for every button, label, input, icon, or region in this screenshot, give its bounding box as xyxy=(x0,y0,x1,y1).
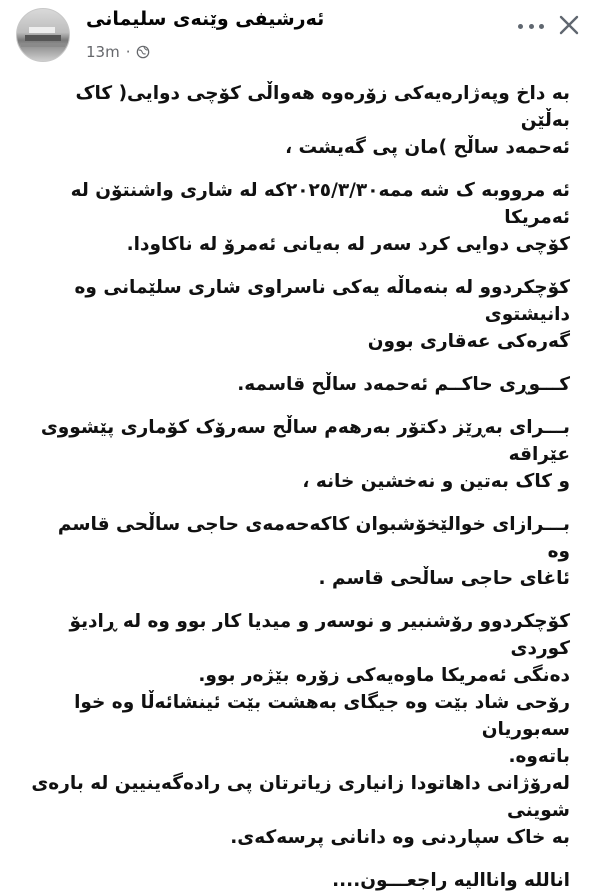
text-line: و کاک بەتین و نەخشین خانە ، xyxy=(302,471,570,492)
text-line: ئە مرووبە ک شە ممە٢٠٢٥/٣/٣٠کە لە شاری واشنتۆن لە ئەمریکا xyxy=(70,180,570,228)
text-line: دەنگی ئەمریکا ماوەیەکی زۆرە بێژەر بوو. xyxy=(198,665,570,686)
paragraph-1 xyxy=(30,80,570,161)
post-header xyxy=(0,0,590,70)
post-time[interactable]: 13m xyxy=(86,43,120,61)
text-line: بـــرای بەڕێز دکتۆر بەرهەم ساڵح سەرۆک کۆماری پێشووی عێراقە xyxy=(40,417,570,465)
globe-icon xyxy=(136,45,150,59)
post-body xyxy=(30,80,570,894)
paragraph-closing xyxy=(30,608,570,851)
text-line: کـــوڕی حاکــم ئەحمەد ساڵح قاسمە. xyxy=(237,374,570,395)
paragraph-final xyxy=(30,867,570,894)
text-line: بە داخ وپەژارەیەکی زۆرەوە هەواڵی کۆچی دوایی( کاک بەڵێن xyxy=(75,83,570,131)
text-line: کۆچی دوایی کرد سەر لە بەیانی ئەمرۆ لە ناکاودا. xyxy=(126,234,570,255)
close-icon[interactable] xyxy=(556,12,582,38)
text-line: گەرەکی عەقاری بوون xyxy=(367,331,570,352)
text-line: انالله واناالیه راجعـــون.... xyxy=(332,870,570,891)
text-line: کۆچکردوو لە بنەماڵە یەکی ناسراوی شاری سلێمانی وە دانیشتوی xyxy=(74,277,570,325)
text-line: بـــرازای خوالێخۆشبوان کاکەحەمەی حاجی ساڵحی قاسم وە xyxy=(57,514,570,562)
text-line: بە خاک سپاردنی وە دانانی پرسەکەی. xyxy=(230,827,570,848)
paragraph-5 xyxy=(30,414,570,495)
author-name[interactable]: ئەرشیفی وێنەی سلیمانی xyxy=(86,8,325,30)
paragraph-6 xyxy=(30,511,570,592)
avatar[interactable] xyxy=(16,8,70,62)
paragraph-2 xyxy=(30,177,570,258)
text-line: رۆحی شاد بێت وە جیگای بەهشت بێت ئینشائەڵا وە خوا سەبوریان xyxy=(74,692,570,740)
text-line: ئەحمەد ساڵح )مان پی گەیشت ، xyxy=(285,137,570,158)
text-line: باتەوە. xyxy=(508,746,570,767)
paragraph-4 xyxy=(30,371,570,398)
more-options-icon[interactable] xyxy=(518,16,544,36)
paragraph-3 xyxy=(30,274,570,355)
post-meta xyxy=(86,42,150,62)
text-line: ئاغای حاجی ساڵحی قاسم . xyxy=(318,568,570,589)
text-line: لەرۆژانی داهاتودا زانیاری زیاترتان پی رادەگەینیین لە بارەی شوینی xyxy=(31,773,570,821)
text-line: کۆچکردوو رۆشنبیر و نوسەر و میدیا کار بوو وە لە ڕادیۆ کوردی xyxy=(69,611,570,659)
meta-separator: · xyxy=(125,43,131,61)
